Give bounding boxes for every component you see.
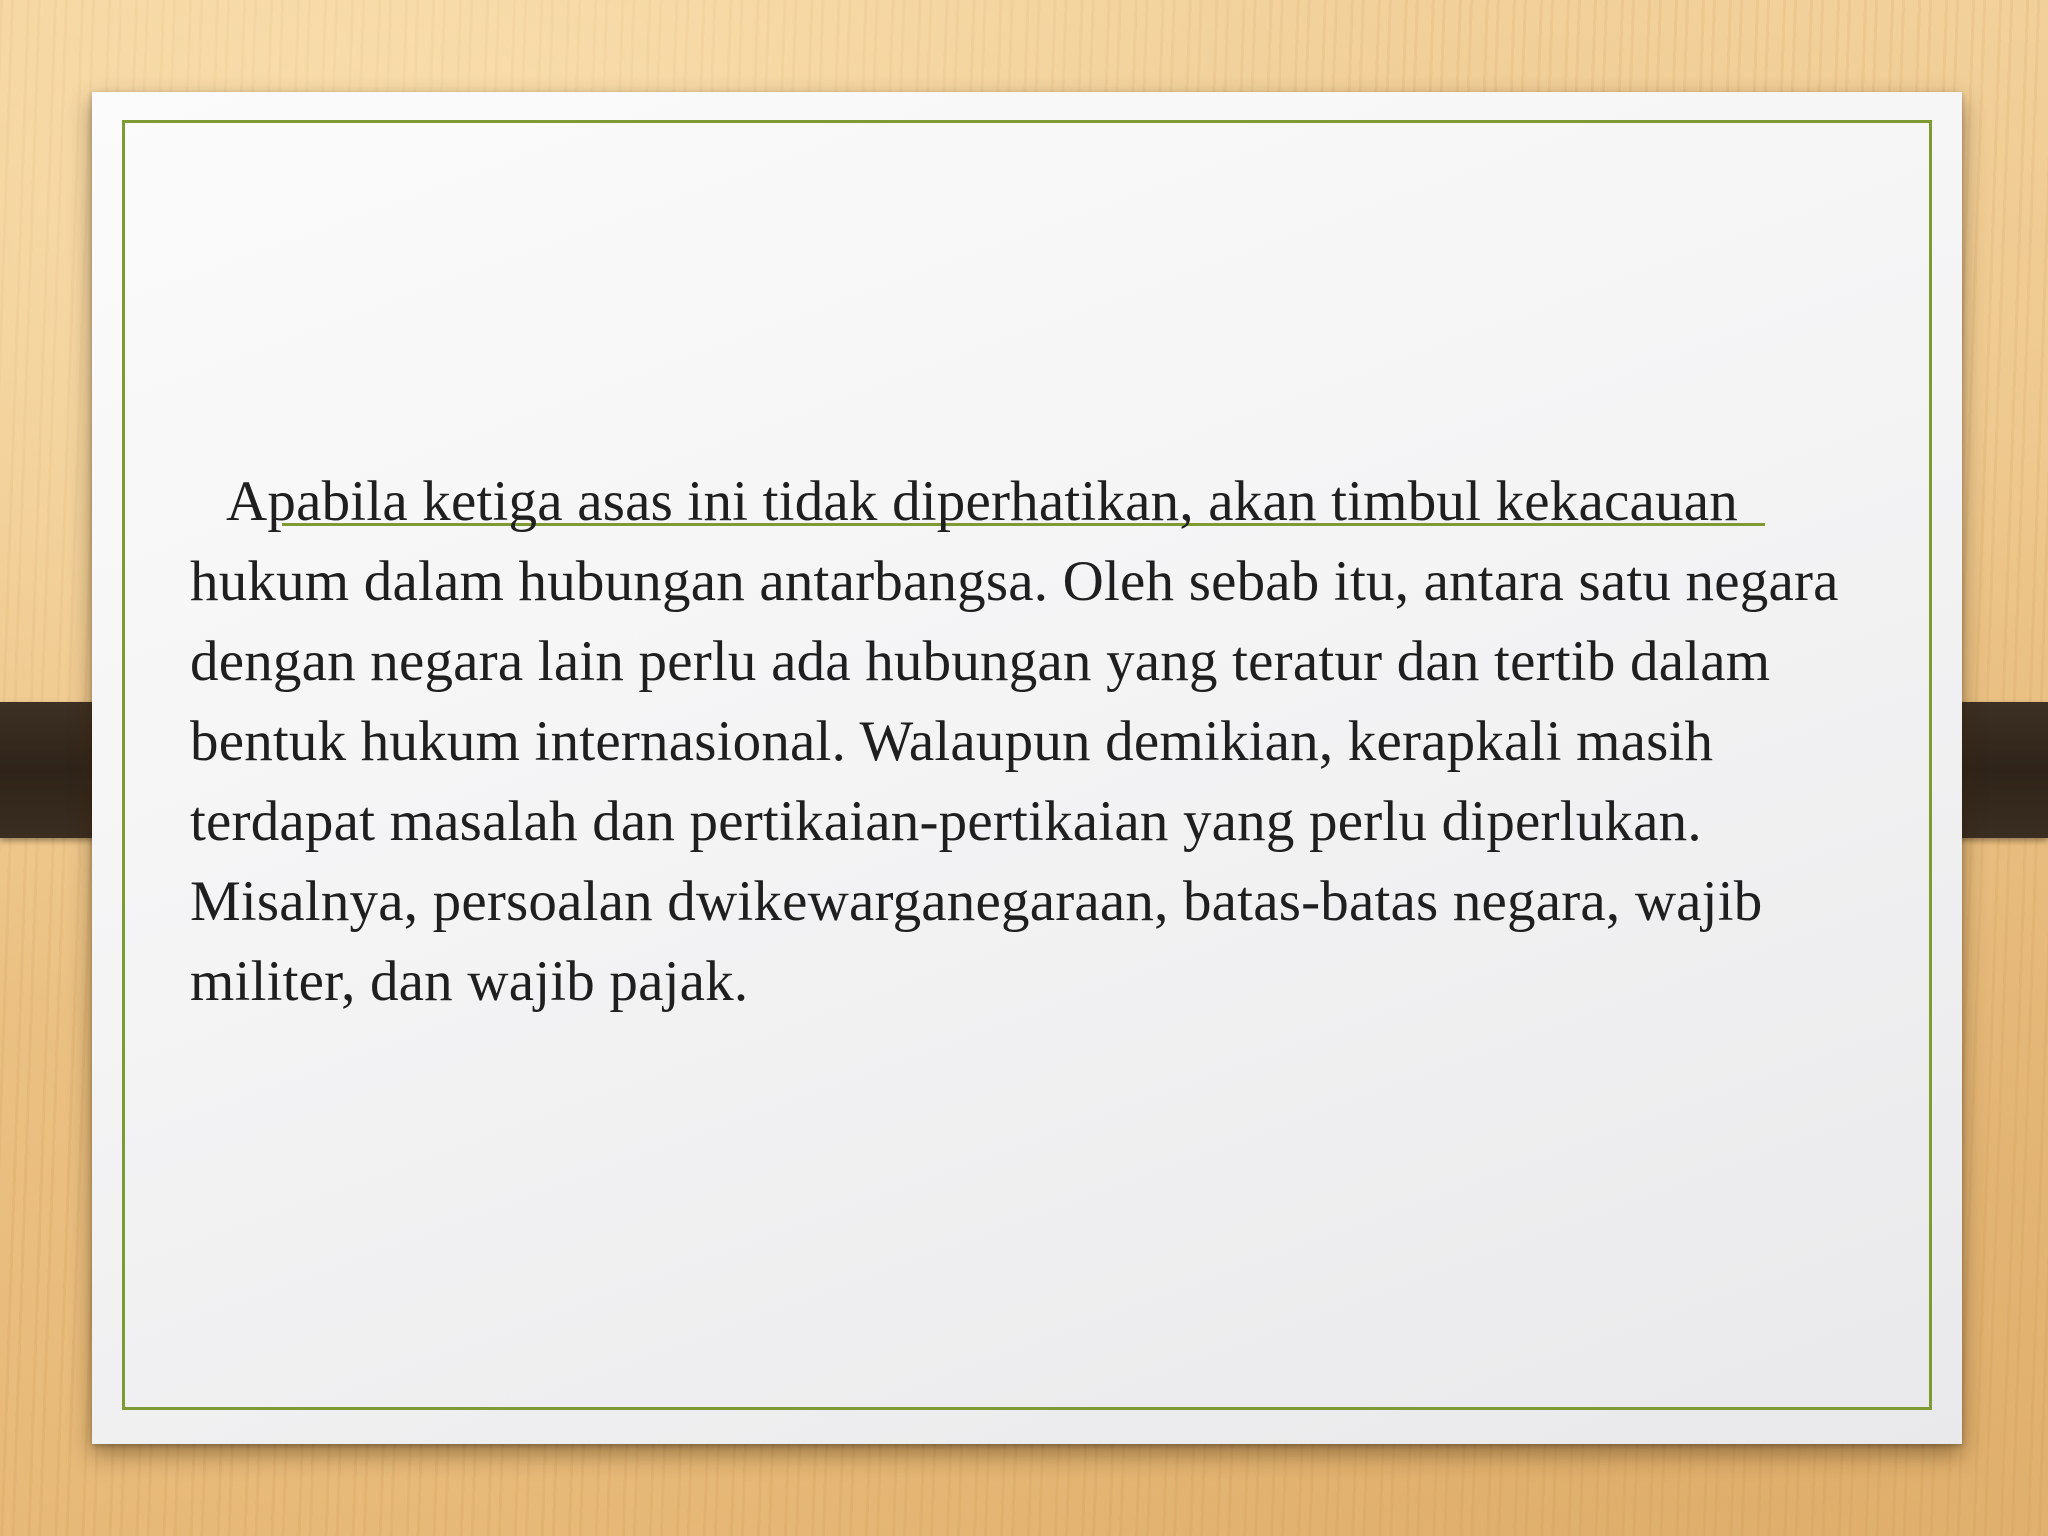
slide-body-paragraph: Apabila ketiga asas ini tidak diperhatikan, akan timbul kekacauan hukum dalam hubungan antarbangsa. Oleh sebab itu, antara satu negara dengan negara lain perlu ada hubungan yang teratur dan tertib dalam bentuk hukum internasional. Walaupun demikian, kerapkali masih terdapat masalah dan pertikaian-pertikaian yang perlu diperlukan. Misalnya, persoalan dwikewarganegaraan, batas-batas negara, wajib militer, dan wajib pajak. (190, 470, 1839, 1013)
